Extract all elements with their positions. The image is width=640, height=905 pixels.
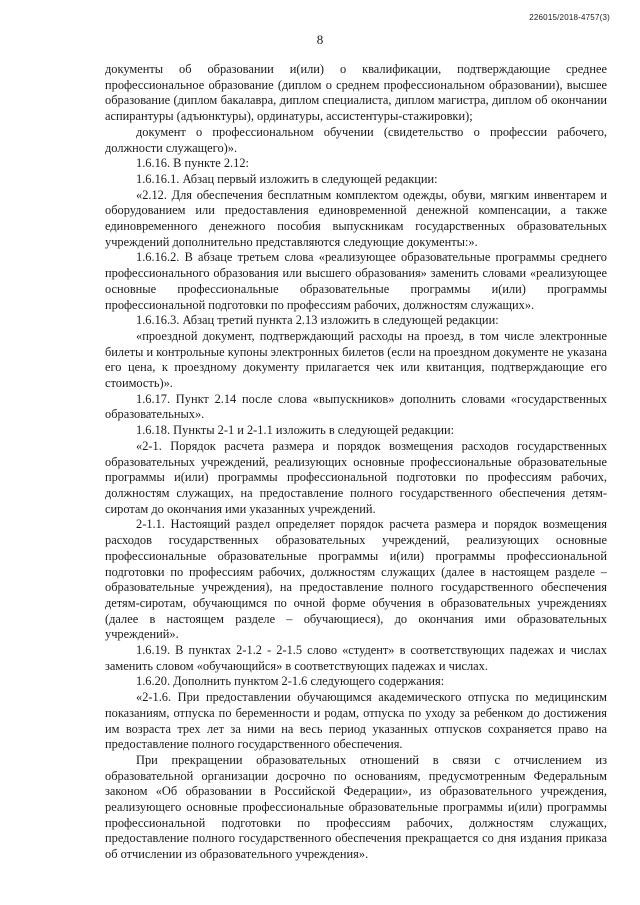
paragraph: 1.6.20. Дополнить пунктом 2-1.6 следующего содержания: bbox=[136, 674, 445, 689]
paragraph: документы об образовании и(или) о квалификации, подтверждающие среднее профессиональное образование (диплом о среднем профессиональном образовании), высшее образование (диплом бакалавра, диплом специалиста, диплом магистра, диплом об окончании аспирантуры (адъюнктуры), ординатуры, ассистентуры-стажировки); bbox=[105, 62, 607, 124]
paragraph: 1.6.16.3. Абзац третий пункта 2.13 изложить в следующей редакции: bbox=[136, 313, 499, 328]
paragraph: «2.12. Для обеспечения бесплатным комплектом одежды, обуви, мягким инвентарем и оборудованием или предоставления единовременной денежной компенсации, а также единовременного денежного пособия выпускникам государственных образовательных учреждений дополнительно представляются следующие документы:». bbox=[105, 187, 607, 249]
paragraph: «проездной документ, подтверждающий расходы на проезд, в том числе электронные билеты и контрольные купоны электронных билетов (если на проездном документе не указана его цена, к проездному документу прилагается чек или квитанция, подтверждающие его стоимость)». bbox=[105, 328, 607, 391]
document-body bbox=[105, 62, 607, 863]
document-id: 226015/2018-4757(3) bbox=[529, 13, 610, 22]
paragraph: 1.6.16. В пункте 2.12: bbox=[136, 156, 249, 171]
paragraph: 2-1.1. Настоящий раздел определяет порядок расчета размера и порядок возмещения расходов государственных образовательных учреждений, реализующих основные профессиональные образовательные программы и(или) программы профессиональной подготовки по профессиям рабочих, должностям служащих (далее в настоящем разделе – образовательные учреждения), на предоставление полного государственного обеспечения детям-сиротам, обучающимся по очной форме обучения в образовательных учреждениях (далее в настоящем разделе – обучающиеся), до окончания ими образовательных учреждений». bbox=[105, 517, 607, 642]
paragraph: 1.6.17. Пункт 2.14 после слова «выпускников» дополнить словами «государственных образовательных». bbox=[105, 391, 607, 422]
paragraph: 1.6.16.2. В абзаце третьем слова «реализующее образовательные программы среднего профессионального образования или высшего образования» заменить словами «реализующее основные профессиональные образовательные программы и(или) программы профессиональной подготовки по профессиям рабочих, должностям служащих». bbox=[105, 250, 607, 312]
paragraph: «2-1.6. При предоставлении обучающимся академического отпуска по медицинским показаниям, отпуска по беременности и родам, отпуска по уходу за ребенком до достижения им возраста трех лет за ними на весь период указанных отпусков сохраняется право на предоставление полного государственного обеспечения. bbox=[105, 690, 607, 752]
page-number: 8 bbox=[316, 32, 324, 47]
paragraph: 1.6.16.1. Абзац первый изложить в следующей редакции: bbox=[136, 171, 438, 186]
paragraph: 1.6.18. Пункты 2-1 и 2-1.1 изложить в следующей редакции: bbox=[136, 423, 455, 438]
paragraph: 1.6.19. В пунктах 2-1.2 - 2-1.5 слово «студент» в соответствующих падежах и числах заменить словом «обучающийся» в соответствующих падежах и числах. bbox=[105, 643, 607, 673]
paragraph: документ о профессиональном обучении (свидетельство о профессии рабочего, должности служащего)». bbox=[105, 124, 607, 155]
paragraph: «2-1. Порядок расчета размера и порядок возмещения расходов государственных образовательных учреждений, реализующих основные профессиональные образовательные программы и(или) программы профессиональной подготовки по профессиям рабочих, должностям служащих, на предоставление полного государственного обеспечения детям-сиротам до окончания ими указанных учреждений. bbox=[105, 438, 607, 516]
paragraph: При прекращении образовательных отношений в связи с отчислением из образовательной организации досрочно по основаниям, предусмотренным Федеральным законом «Об образовании в Российской Федерации», из образовательного учреждения, реализующего основные профессиональные образовательные программы и(или) программы профессиональной подготовки по профессиям рабочих, должностям служащих, предоставление полного государственного обеспечения прекращается со дня издания приказа об отчислении из образовательного учреждения». bbox=[105, 752, 607, 862]
